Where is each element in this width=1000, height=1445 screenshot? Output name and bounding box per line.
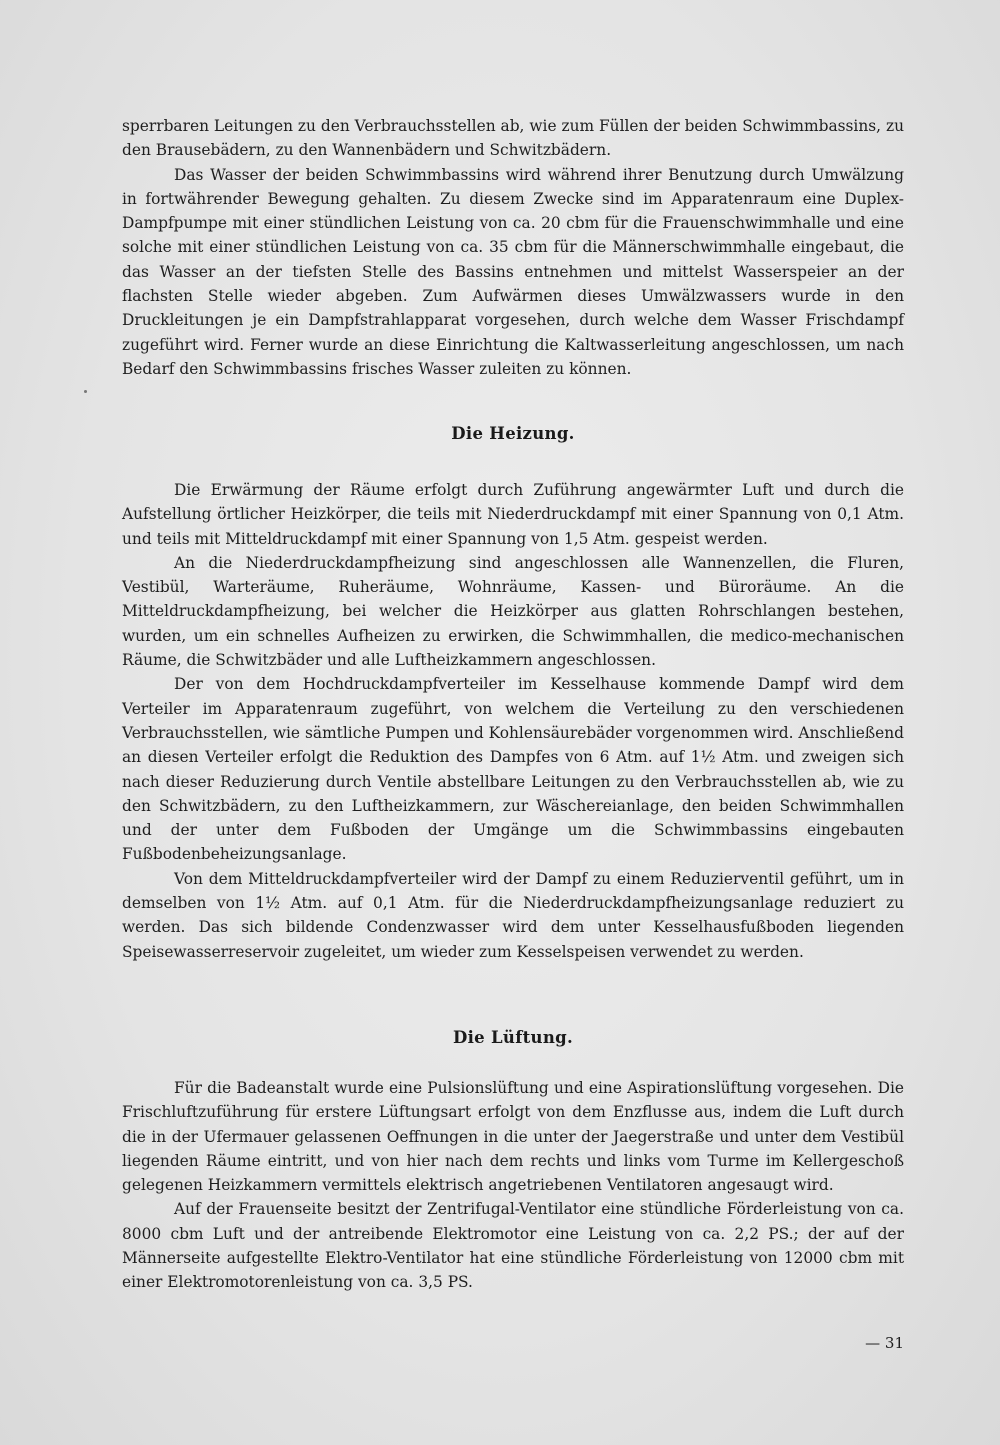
paragraph: sperrbaren Leitungen zu den Verbrauchsstellen ab, wie zum Füllen der beiden Schwimmbassins, zu den Brausebädern, zu den Wannenbädern und Schwitzbädern. xyxy=(122,117,904,160)
paper-speck xyxy=(84,390,87,393)
paragraph: Von dem Mitteldruckdampfverteiler wird der Dampf zu einem Reduzierventil geführt, um in demselben von 1½ Atm. auf 0,1 Atm. für die Niederdruckdampfheizungsanlage reduziert zu werden. Das sich bildende Condenzwasser wird dem unter Kesselhausfußboden liegenden Speisewasserreservoir zugeleitet, um wieder zum Kesselspeisen verwendet zu werden. xyxy=(122,869,904,961)
paragraph: Für die Badeanstalt wurde eine Pulsionslüftung und eine Aspirationslüftung vorgesehen. Die Frischluftzuführung für erstere Lüftungsart erfolgt von dem Enzflusse aus, indem die Luft durch die in der Ufermauer gelassenen Oeffnungen in die unter der Jaegerstraße und unter dem Vestibül liegenden Räume eintritt, und von hier nach dem rechts und links vom Turme im Kellergeschoß gelegenen Heizkammern vermittels elektrisch angetriebenen Ventilatoren angesaugt wird. xyxy=(122,1079,904,1195)
paragraph: Auf der Frauenseite besitzt der Zentrifugal-Ventilator eine stündliche Förderleistung von ca. 8000 cbm Luft und der antreibende Elektromotor eine Leistung von ca. 2,2 PS.; der auf der Männerseite aufgestellte Elektro-Ventilator hat eine stündliche Förderleistung von 12000 cbm mit einer Elektromotorenleistung von ca. 3,5 PS. xyxy=(122,1200,904,1292)
paragraph: Die Erwärmung der Räume erfolgt durch Zuführung angewärmter Luft und durch die Aufstellung örtlicher Heizkörper, die teils mit Niederdruckdampf mit einer Spannung von 0,1 Atm. und teils mit Mitteldruckdampf mit einer Spannung von 1,5 Atm. gespeist werden. xyxy=(122,481,904,548)
paragraph: Das Wasser der beiden Schwimmbassins wird während ihrer Benutzung durch Umwälzung in fortwährender Bewegung gehalten. Zu diesem Zwecke sind im Apparatenraum eine Duplex-Dampfpumpe mit einer stündlichen Leistung von ca. 20 cbm für die Frauenschwimmhalle und eine solche mit einer stündlichen Leistung von ca. 35 cbm für die Männerschwimmhalle eingebaut, die das Wasser an der tiefsten Stelle des Bassins entnehmen und mittelst Wasserspeier an der flachsten Stelle wieder abgeben. Zum Aufwärmen dieses Umwälzwassers wurde in den Druckleitungen je ein Dampfstrahlapparat vorgesehen, durch welche dem Wasser Frischdampf zugeführt wird. Ferner wurde an diese Einrichtung die Kaltwasserleitung angeschlossen, um nach Bedarf den Schwimmbassins frisches Wasser zuleiten zu können. xyxy=(122,165,904,378)
section-intro xyxy=(122,114,904,381)
heading-lueftung: Die Lüftung. xyxy=(452,1028,573,1047)
paragraph: Der von dem Hochdruckdampfverteiler im Kesselhause kommende Dampf wird dem Verteiler im Apparatenraum zugeführt, von welchem die Verteilung zu den verschiedenen Verbrauchsstellen, wie sämtliche Pumpen und Kohlensäurebäder vorgenommen wird. Anschließend an diesen Verteiler erfolgt die Reduktion des Dampfes von 6 Atm. auf 1½ Atm. und zweigen sich nach dieser Reduzierung durch Ventile abstellbare Leitungen zu den Verbrauchsstellen ab, wie zu den Schwitzbädern, zu den Luftheizkammern, zur Wäschereianlage, den beiden Schwimmhallen und der unter dem Fußboden der Umgänge um die Schwimmbassins eingebauten Fußbodenbeheizungsanlage. xyxy=(122,675,904,864)
heading-heizung: Die Heizung. xyxy=(451,424,575,443)
paragraph: An die Niederdruckdampfheizung sind angeschlossen alle Wannenzellen, die Fluren, Vestibül, Warteräume, Ruheräume, Wohnräume, Kassen- und Büroräume. An die Mitteldruckdampfheizung, bei welcher die Heizkörper aus glatten Rohrschlangen bestehen, wurden, um ein schnelles Aufheizen zu erwirken, die Schwimmhallen, die medico-mechanischen Räume, die Schwitzbäder und alle Luftheizkammern angeschlossen. xyxy=(122,553,904,670)
section-lueftung xyxy=(122,1076,904,1295)
section-heizung xyxy=(122,478,904,964)
page-number: — 31 xyxy=(865,1334,904,1352)
